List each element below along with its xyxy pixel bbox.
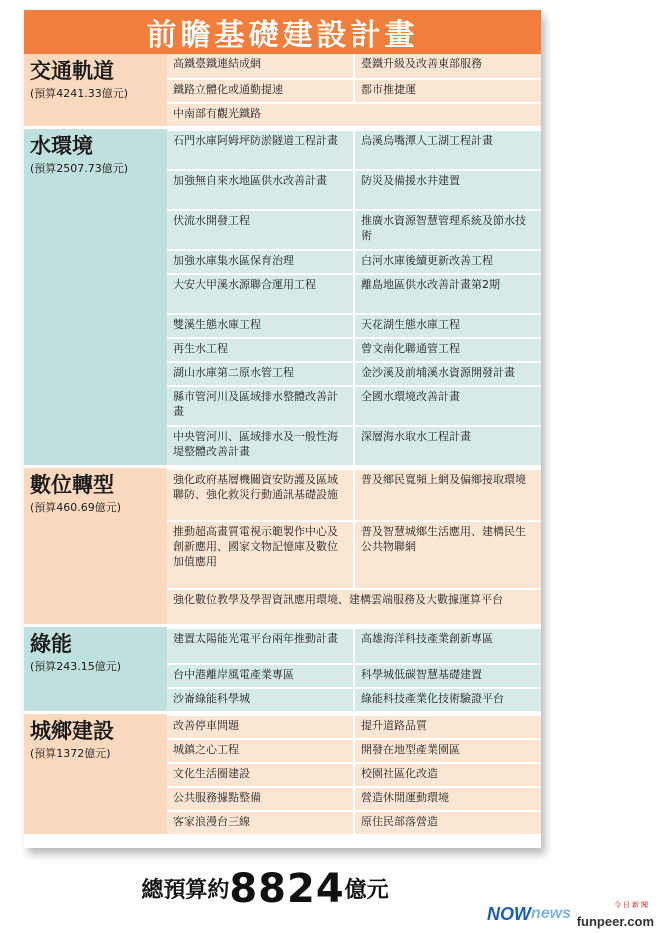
table-cell: 白河水庫後續更新改善工程: [353, 251, 541, 273]
table-cell: 沙崙綠能科學城: [167, 689, 353, 711]
table-cell: 鐵路立體化或通勤提速: [167, 80, 353, 102]
table-row: [167, 337, 541, 361]
table-cell: 強化數位教學及學習資訊應用環境、建構雲端服務及大數據運算平台: [167, 590, 541, 624]
table-cell: 加強無自來水地區供水改善計畫: [167, 171, 353, 209]
table-cell: 營造休閒運動環境: [353, 788, 541, 810]
watermark: funpeer.com: [576, 914, 654, 929]
table-row: [167, 54, 541, 78]
table-cell: 中南部有觀光鐵路: [167, 104, 541, 126]
table-cell: 金沙溪及前埔溪水資源開發計畫: [353, 363, 541, 385]
section-title: 數位轉型: [30, 473, 114, 497]
section-label: [24, 714, 167, 834]
table-cell: 大安大甲溪水源聯合運用工程: [167, 275, 353, 313]
table-row: [167, 78, 541, 102]
table-row: [167, 786, 541, 810]
table-row: [167, 762, 541, 786]
table-cell: 加強水庫集水區保育治理: [167, 251, 353, 273]
table-row: [167, 129, 541, 169]
section-title: 綠能: [30, 632, 72, 656]
table-row: [167, 810, 541, 834]
section-label: [24, 129, 167, 465]
table-cell: 烏溪烏嘴潭人工湖工程計畫: [353, 131, 541, 169]
logo-text-b: news: [531, 905, 572, 922]
table-cell: 普及鄉民寬頻上網及偏鄉接取環境: [353, 470, 541, 520]
table-cell: 推廣水資源智慧管理系統及節水技術: [353, 211, 541, 249]
table-row: [167, 273, 541, 313]
sections-container: [24, 54, 541, 834]
section-items: [167, 468, 541, 624]
table-row: [167, 209, 541, 249]
section-title: 城鄉建設: [30, 719, 114, 743]
section-label: [24, 627, 167, 711]
table-cell: 再生水工程: [167, 339, 353, 361]
table-cell: 強化政府基層機關資安防護及區域聯防、強化救災行動通訊基礎設施: [167, 470, 353, 520]
section-budget: (預算4241.33億元): [30, 87, 129, 100]
section-items: [167, 129, 541, 465]
table-cell: 雙溪生態水庫工程: [167, 315, 353, 337]
table-cell: 普及智慧城鄉生活應用、建構民生公共物聯網: [353, 522, 541, 588]
table-row: [167, 425, 541, 465]
table-cell: 台中港離岸風電產業專區: [167, 665, 353, 687]
section-budget: (預算1372億元): [30, 747, 111, 760]
table-cell: 客家浪漫台三線: [167, 812, 353, 834]
logo-text-a: NOW: [487, 903, 531, 924]
table-cell: 石門水庫阿姆坪防淤隧道工程計畫: [167, 131, 353, 169]
table-row: [167, 738, 541, 762]
table-cell: 縣市管河川及區域排水整體改善計畫: [167, 387, 353, 425]
table-cell: 綠能科技產業化技術驗證平台: [353, 689, 541, 711]
table-cell: 伏流水開發工程: [167, 211, 353, 249]
section-3: [24, 624, 541, 711]
section-1: [24, 126, 541, 465]
table-row: [167, 663, 541, 687]
page-title: 前瞻基礎建設計畫: [24, 10, 541, 54]
section-label: [24, 468, 167, 624]
table-cell: 天花湖生態水庫工程: [353, 315, 541, 337]
table-cell: 推動超高畫質電視示範製作中心及創新應用、國家文物記憶庫及數位加值應用: [167, 522, 353, 588]
table-cell: 建置太陽能光電平台兩年推動計畫: [167, 629, 353, 663]
section-items: [167, 714, 541, 834]
section-label: [24, 54, 167, 126]
table-cell: 防災及備援水井建置: [353, 171, 541, 209]
logo-subtitle: 今日新聞: [614, 901, 650, 909]
now-news-logo: [487, 903, 587, 925]
table-cell: 深層海水取水工程計畫: [353, 427, 541, 465]
table-cell: 公共服務據點整備: [167, 788, 353, 810]
table-cell: 高鐵臺鐵連結成網: [167, 54, 353, 78]
table-cell: 開發在地型產業園區: [353, 740, 541, 762]
table-row: [167, 102, 541, 126]
table-cell: 離島地區供水改善計畫第2期: [353, 275, 541, 313]
table-cell: 改善停車問題: [167, 716, 353, 738]
table-cell: 高雄海洋科技產業創新專區: [353, 629, 541, 663]
table-row: [167, 468, 541, 520]
section-2: [24, 465, 541, 624]
total-prefix: 總預算約: [141, 878, 230, 903]
table-row: [167, 313, 541, 337]
table-cell: 臺鐵升級及改善東部服務: [353, 54, 541, 78]
total-budget: [0, 866, 530, 912]
table-cell: 湖山水庫第二原水管工程: [167, 363, 353, 385]
table-cell: 原住民部落營造: [353, 812, 541, 834]
table-cell: 提升道路品質: [353, 716, 541, 738]
table-row: [167, 361, 541, 385]
table-row: [167, 249, 541, 273]
table-cell: 城鎮之心工程: [167, 740, 353, 762]
total-amount: 8824: [229, 866, 345, 912]
section-items: [167, 54, 541, 126]
table-cell: 全國水環境改善計畫: [353, 387, 541, 425]
table-row: [167, 588, 541, 624]
total-suffix: 億元: [344, 878, 389, 903]
table-cell: 校園社區化改造: [353, 764, 541, 786]
section-items: [167, 627, 541, 711]
table-cell: 文化生活圈建設: [167, 764, 353, 786]
section-title: 水環境: [30, 134, 93, 158]
table-cell: 科學城低碳智慧基礎建置: [353, 665, 541, 687]
section-budget: (預算460.69億元): [30, 501, 122, 514]
table-row: [167, 520, 541, 588]
section-budget: (預算243.15億元): [30, 660, 122, 673]
table-cell: 都市推捷運: [353, 80, 541, 102]
table-row: [167, 687, 541, 711]
section-title: 交通軌道: [30, 59, 114, 83]
table-row: [167, 627, 541, 663]
table-row: [167, 169, 541, 209]
table-cell: 中央管河川、區域排水及一般性海堤整體改善計畫: [167, 427, 353, 465]
section-4: [24, 711, 541, 834]
section-0: [24, 54, 541, 126]
section-budget: (預算2507.73億元): [30, 162, 129, 175]
infographic-panel: [24, 10, 541, 848]
table-row: [167, 385, 541, 425]
table-row: [167, 714, 541, 738]
table-cell: 曾文南化聯通管工程: [353, 339, 541, 361]
